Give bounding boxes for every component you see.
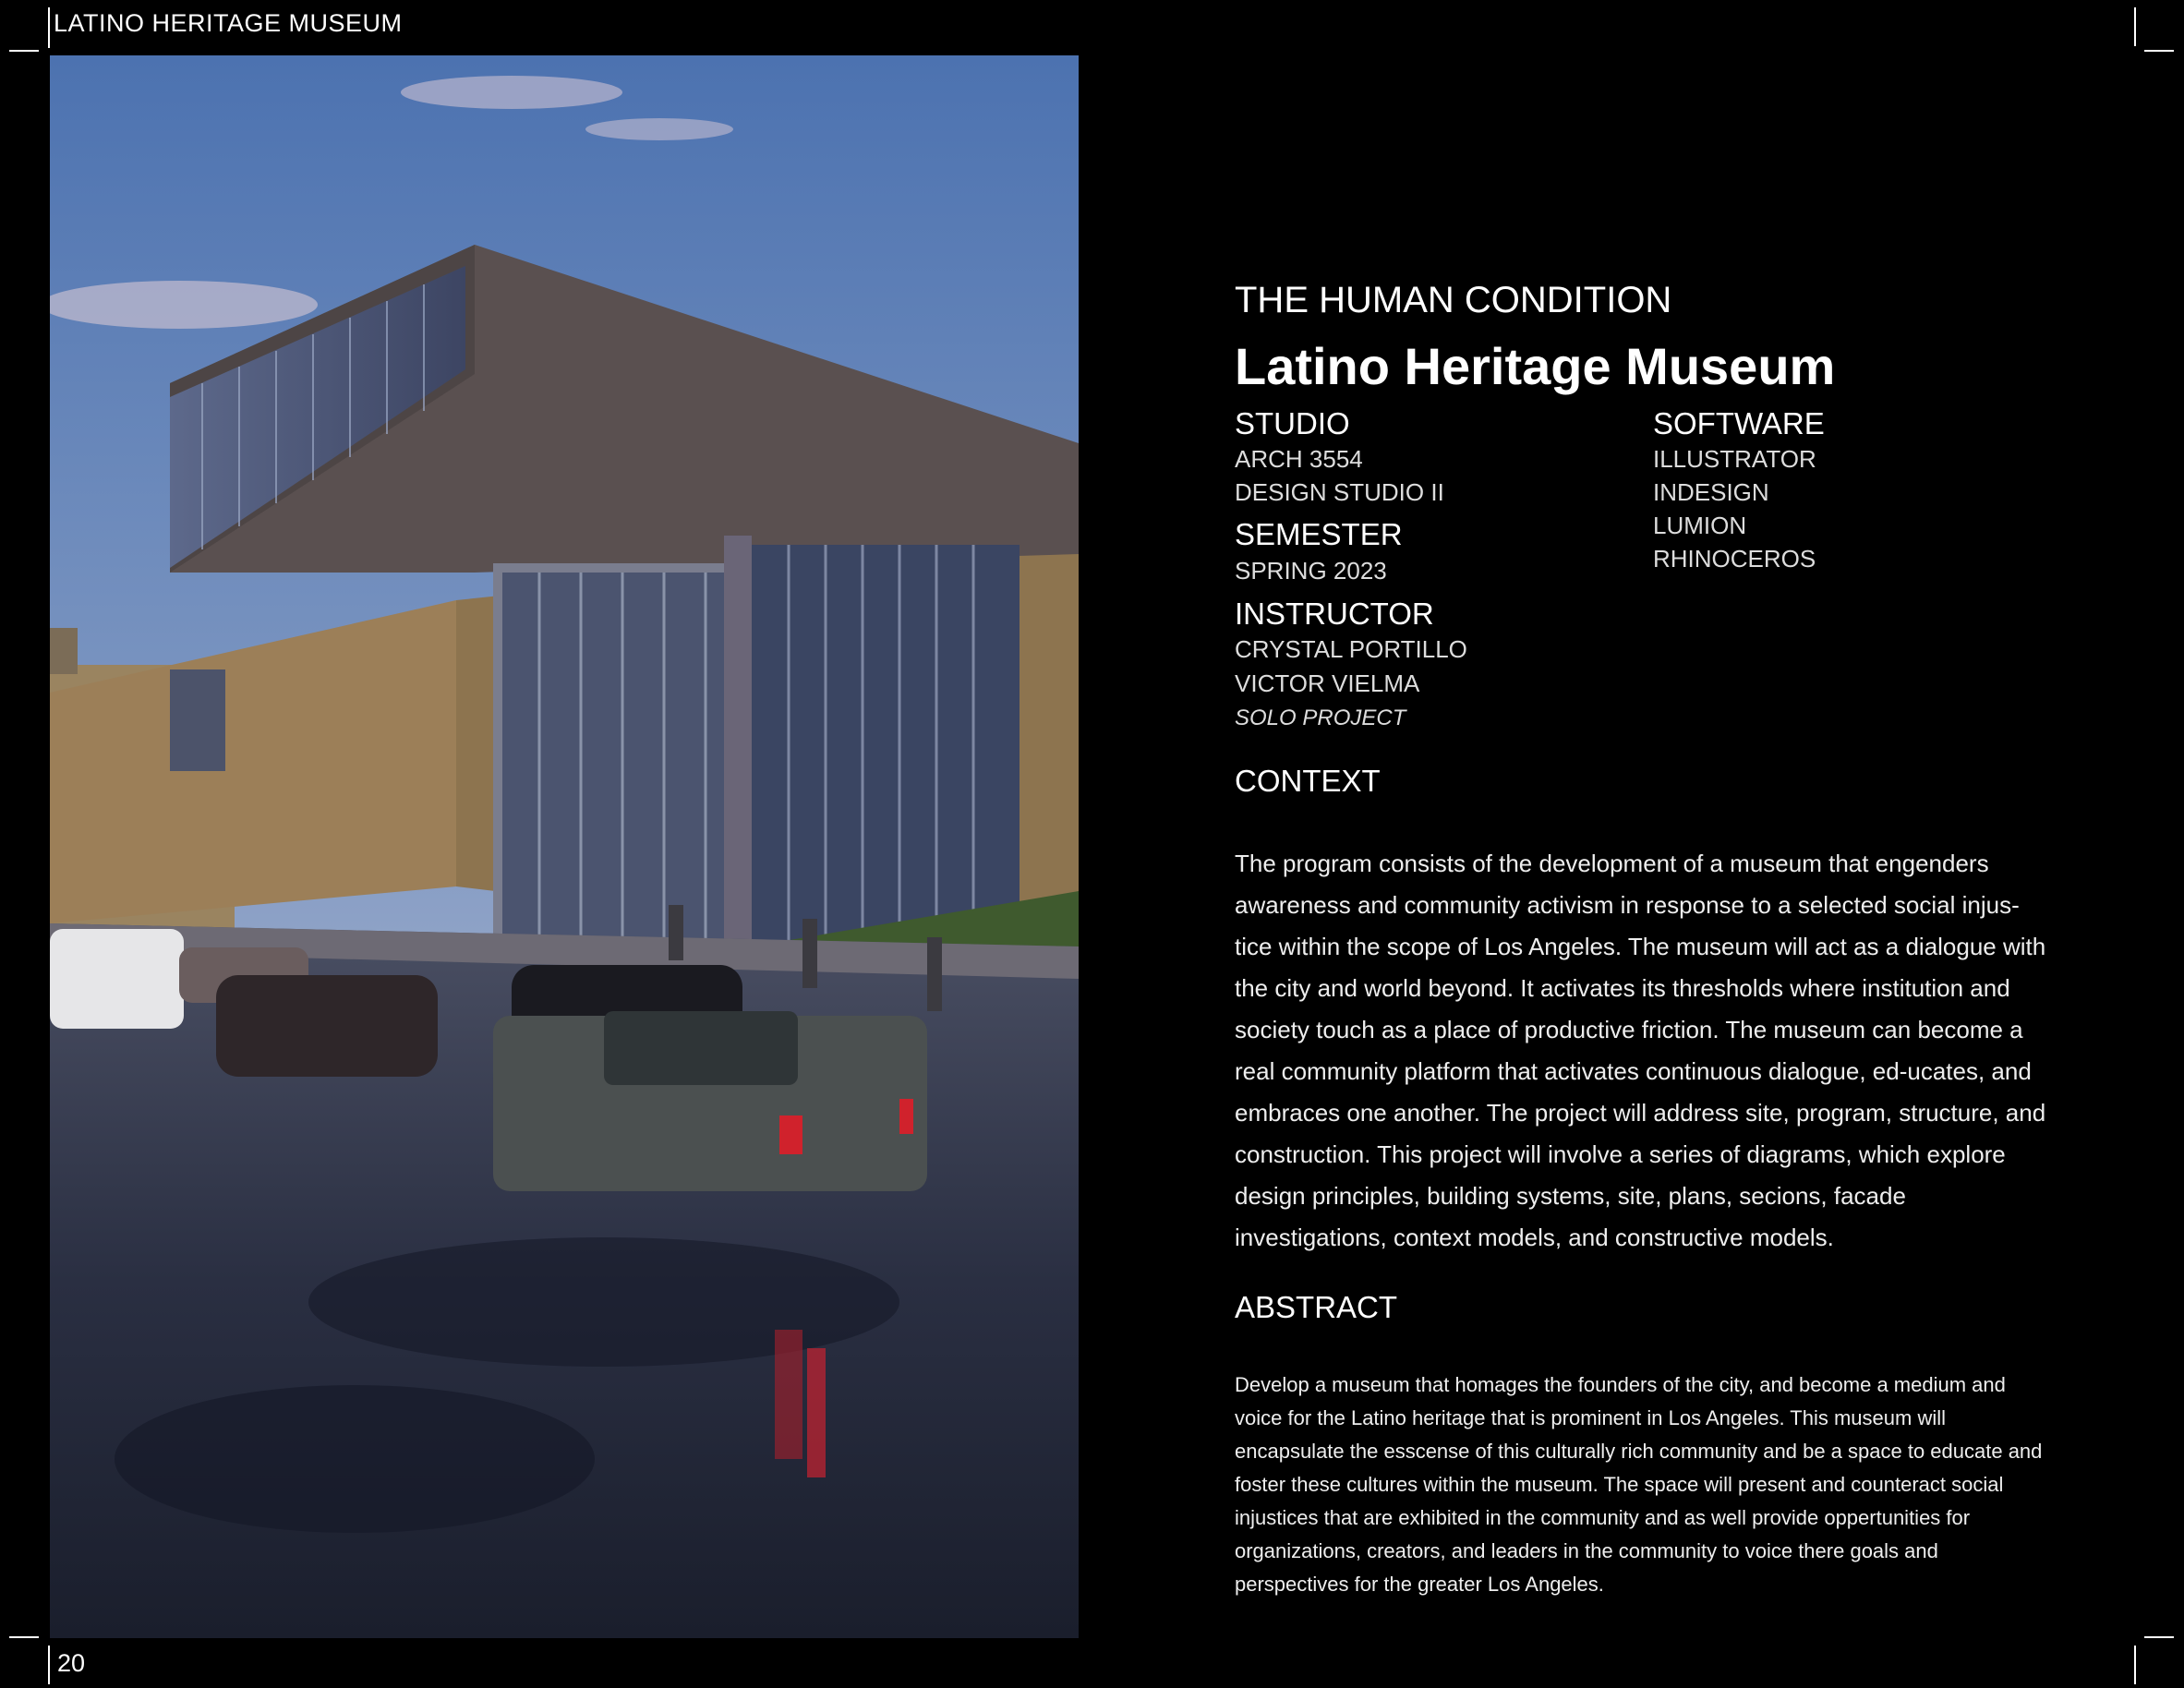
software-item: INDESIGN: [1653, 478, 1769, 506]
abstract-heading: ABSTRACT: [1235, 1290, 1398, 1324]
semester-value: SPRING 2023: [1235, 557, 1387, 585]
crop-mark: [2144, 50, 2174, 52]
software-item: RHINOCEROS: [1653, 545, 1816, 573]
semester-label: SEMESTER: [1235, 517, 1403, 551]
museum-render-image: [50, 55, 1079, 1638]
solo-project-note: SOLO PROJECT: [1235, 705, 1406, 730]
instructor-name: VICTOR VIELMA: [1235, 669, 1420, 697]
software-label: SOFTWARE: [1653, 406, 1825, 440]
crop-mark: [9, 50, 39, 52]
studio-name: DESIGN STUDIO II: [1235, 478, 1444, 506]
footer-rule: [48, 1646, 50, 1684]
instructor-name: CRYSTAL PORTILLO: [1235, 635, 1467, 663]
crop-mark: [9, 1636, 39, 1638]
instructor-label: INSTRUCTOR: [1235, 597, 1434, 631]
software-item: ILLUSTRATOR: [1653, 445, 1816, 473]
crop-mark: [2134, 1646, 2136, 1684]
crop-mark: [2144, 1636, 2174, 1638]
page-number: 20: [57, 1649, 86, 1677]
context-paragraph: The program consists of the development of a museum that engenders awareness and community activism in response to a selected social injus-tice within the scope of Los Angeles. The museum will act as a dialogue with the city and world beyond. It activates its thresholds where institution and society touch as a place of productive friction. The museum can become a real community platform that activates continuous dialogue, ed-ucates, and embraces one another. The project will address site, program, structure, and construction. This project will involve a series of diagrams, which explore design principles, building systems, site, plans, secions, facade investigations, context models, and constructive models.: [1235, 850, 2046, 1251]
header-rule: [48, 7, 50, 48]
context-heading: CONTEXT: [1235, 764, 1381, 798]
project-kicker: THE HUMAN CONDITION: [1235, 280, 1672, 320]
running-header: LATINO HERITAGE MUSEUM: [54, 9, 403, 37]
studio-course: ARCH 3554: [1235, 445, 1363, 473]
abstract-paragraph: Develop a museum that homages the founders of the city, and become a medium and voice for the Latino heritage that is prominent in Los Angeles. This museum will encapsulate the esscense of this culturally rich community and be a space to educate and foster these cultures within the museum. The space will present and counteract social injustices that are exhibited in the community and as well provide oppertunities for organizations, creators, and leaders in the community to voice there goals and perspectives for the greater Los Angeles.: [1235, 1373, 2043, 1596]
crop-mark: [2134, 7, 2136, 46]
project-title: Latino Heritage Museum: [1235, 337, 1836, 395]
software-item: LUMION: [1653, 512, 1747, 539]
studio-label: STUDIO: [1235, 406, 1350, 440]
